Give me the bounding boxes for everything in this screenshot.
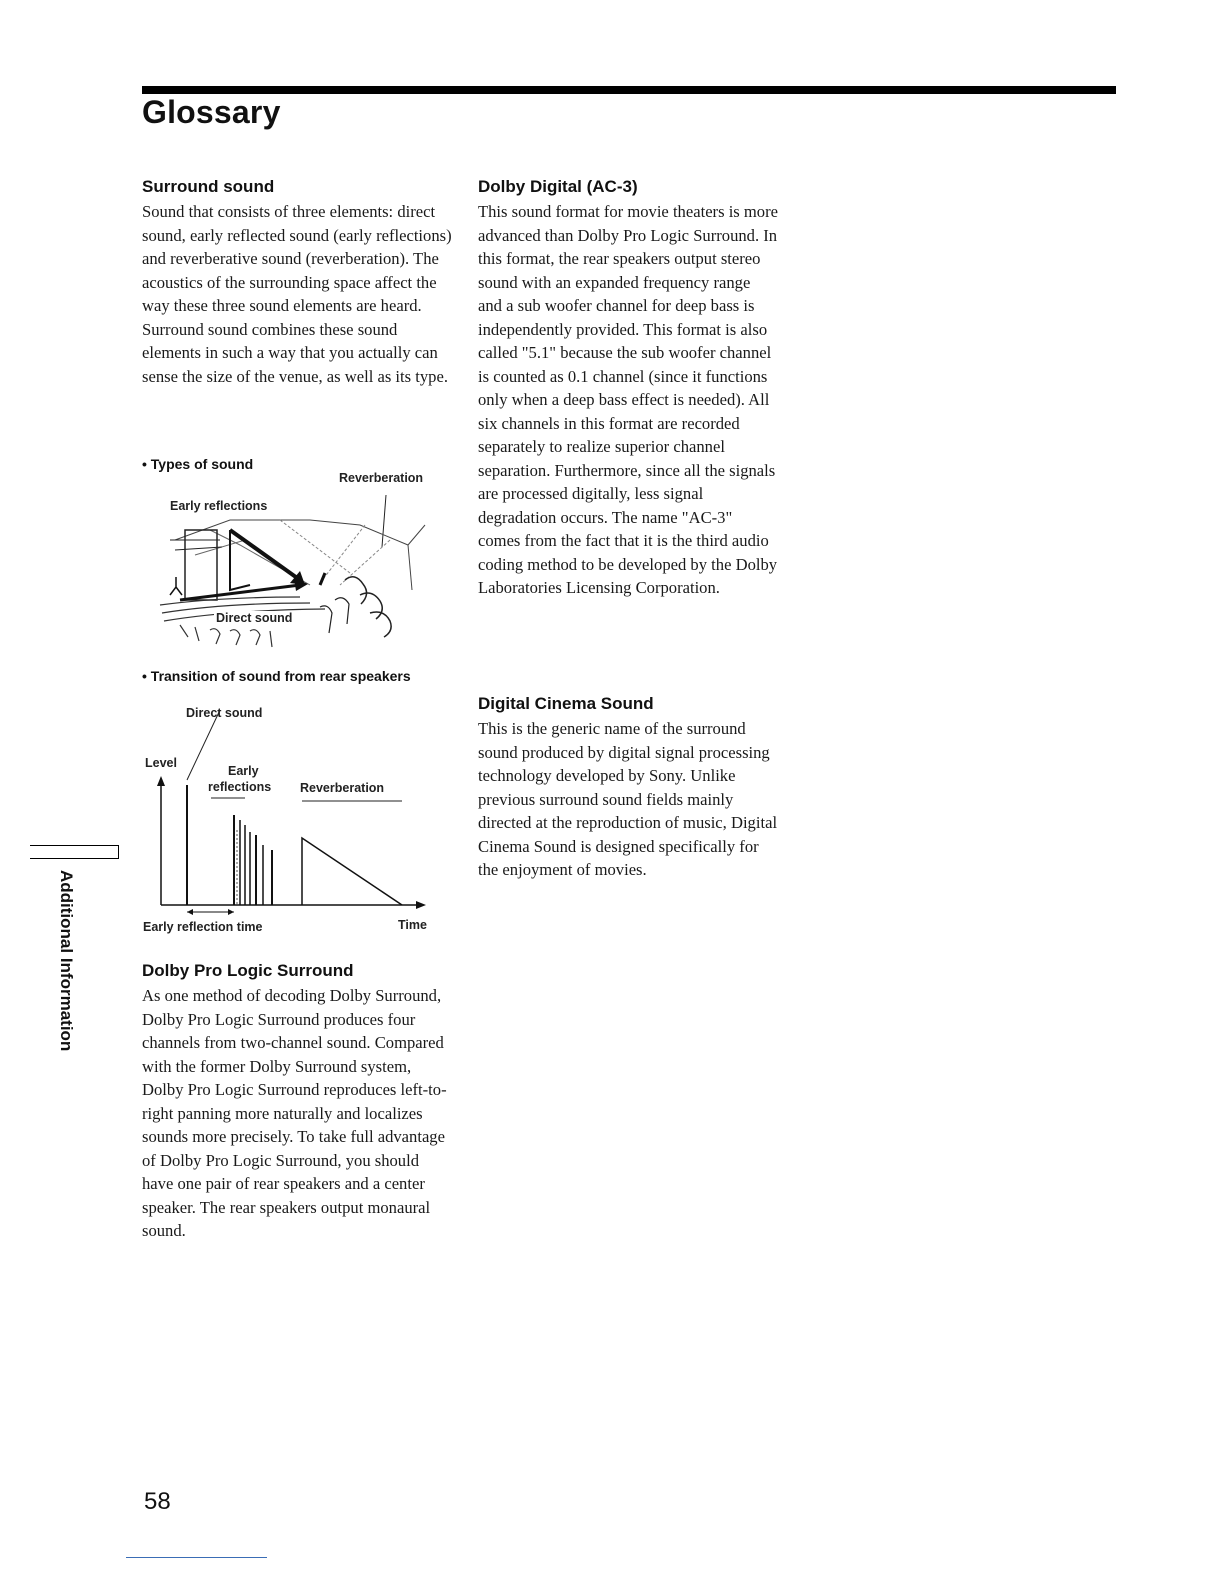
transition-reflections-label: reflections bbox=[208, 780, 272, 794]
side-tab-marker bbox=[30, 845, 119, 859]
types-of-sound-diagram bbox=[150, 485, 440, 655]
entry-title-surround-sound: Surround sound bbox=[142, 177, 275, 196]
transition-of-sound-label: • Transition of sound from rear speakers bbox=[142, 668, 411, 684]
left-column bbox=[142, 176, 452, 388]
entry-title-dolby-digital: Dolby Digital (AC-3) bbox=[478, 177, 638, 196]
entry-body-digital-cinema-sound: This is the generic name of the surround sound produced by digital signal processing technology developed by Sony. Unlike previous surround sound fields mainly directed at the reproduction of music, Digital Cinema Sound is designed specifically for the enjoyment of movies. bbox=[478, 719, 778, 879]
side-tab-label: Additional Information bbox=[57, 870, 76, 1052]
transition-early-label: Early bbox=[228, 764, 259, 778]
page-number: 58 bbox=[144, 1488, 171, 1515]
types-reverberation-label: Reverberation bbox=[339, 471, 424, 485]
transition-reverberation-label: Reverberation bbox=[300, 781, 385, 795]
types-direct-sound-label: Direct sound bbox=[216, 611, 293, 625]
entry-title-digital-cinema-sound: Digital Cinema Sound bbox=[478, 694, 654, 713]
page-title: Glossary bbox=[142, 94, 281, 130]
header-rule bbox=[142, 86, 1116, 94]
entry-body-dolby-pro-logic: As one method of decoding Dolby Surround, Dolby Pro Logic Surround produces four channels from two-channel sound. Compared with the former Dolby Surround system, Dolby Pro Logic Surround reproduces left-to-right panning more naturally and localizes sounds more precisely. To take full advantage of Dolby Pro Logic Surround, you should have one pair of rear speakers and a center speaker. The rear speakers output monaural sound. bbox=[142, 986, 447, 1240]
cinema-entry bbox=[478, 693, 778, 882]
entry-title-dolby-pro-logic: Dolby Pro Logic Surround bbox=[142, 961, 354, 980]
bottom-rule bbox=[126, 1557, 267, 1558]
transition-level-label: Level bbox=[145, 756, 177, 770]
transition-direct-sound-label: Direct sound bbox=[186, 706, 263, 720]
transition-early-reflection-time-label: Early reflection time bbox=[143, 920, 263, 934]
right-column bbox=[478, 176, 778, 600]
transition-time-label: Time bbox=[398, 918, 427, 932]
prologic-entry bbox=[142, 960, 452, 1243]
entry-body-dolby-digital: This sound format for movie theaters is more advanced than Dolby Pro Logic Surround. In this format, the rear speakers output stereo sound with an expanded frequency range and a sub woofer channel for deep bass is independently provided. This format is also called "5.1" because the sub woofer channel is counted as 0.1 channel (since it functions only when a deep bass effect is needed). All six channels in this format are recorded separately to realize superior channel separation. Furthermore, since all the signals are processed digitally, less signal degradation occurs. The name "AC-3" comes from the fact that it is the third audio coding method to be developed by the Dolby Laboratories Licensing Corporation. bbox=[478, 202, 779, 597]
types-early-reflections-label: Early reflections bbox=[170, 499, 268, 513]
entry-body-surround-sound: Sound that consists of three elements: direct sound, early reflected sound (early reflections) and reverberative sound (reverberation). The acoustics of the surrounding space affect the way these three sound elements are heard. Surround sound combines these sound elements in such a way that you actually can sense the size of the venue, as well as its type. bbox=[142, 202, 452, 386]
transition-of-sound-diagram bbox=[150, 700, 440, 915]
types-of-sound-label: • Types of sound bbox=[142, 456, 254, 472]
